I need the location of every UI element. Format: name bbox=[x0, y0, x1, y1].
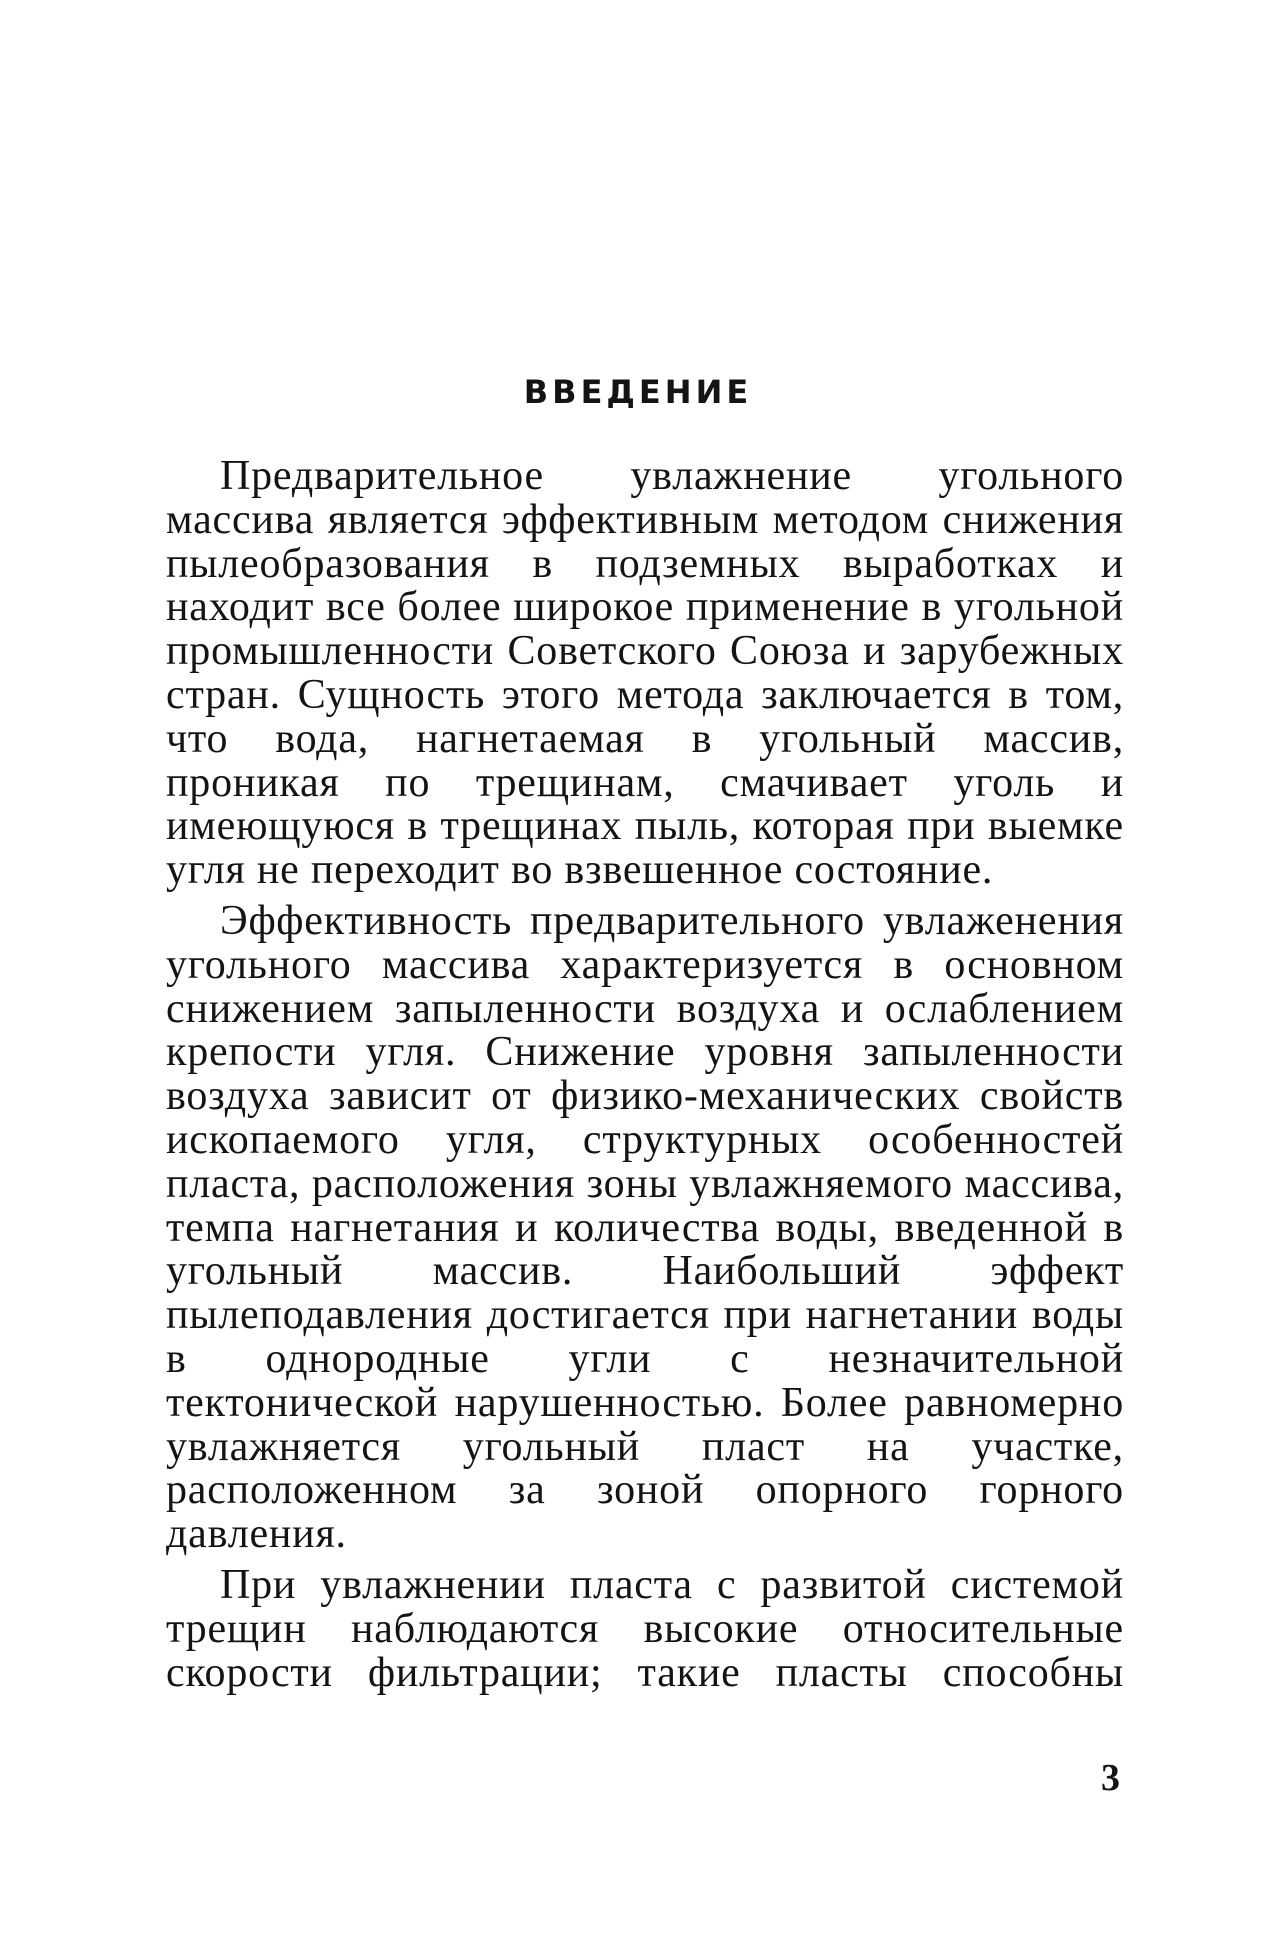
paragraph-3: При увлажнении пласта с развитой системой трещин наблюдаются высокие относительные скорости фильтрации; такие пласты способны bbox=[166, 1561, 1124, 1696]
section-heading: ВВЕДЕНИЕ bbox=[523, 373, 753, 411]
page-number: 3 bbox=[1101, 1757, 1120, 1799]
paragraph-2: Эффективность предварительного увлаженения угольного массива характеризуется в основном снижением запыленности воздуха и ослаблением крепости угля. Снижение уровня запыленности воздуха зависит от физико-механических свойств ископаемого угля, структурных особенностей пласта, расположения зоны увлажняемого массива, темпа нагнетания и количества воды, введенной в угольный массив. Наибольший эффект пылеподавления достигается при нагнетании воды в однородные угли с незначительной тектонической нарушенностью. Более равномерно увлажняется угольный пласт на участке, расположенном за зоной опорного горного давления. bbox=[166, 897, 1124, 1558]
paragraph-1: Предварительное увлажнение угольного массива является эффективным методом снижения пылеобразования в подземных выработках и находит все более широкое применение в угольной промышленности Советского Союза и зарубежных стран. Сущность этого метода заключается в том, что вода, нагнетаемая в угольный массив, проникая по трещинам, смачивает уголь и имеющуюся в трещинах пыль, которая при выемке угля не переходит во взвешенное состояние. bbox=[166, 453, 1124, 894]
body-text bbox=[166, 455, 1124, 1702]
